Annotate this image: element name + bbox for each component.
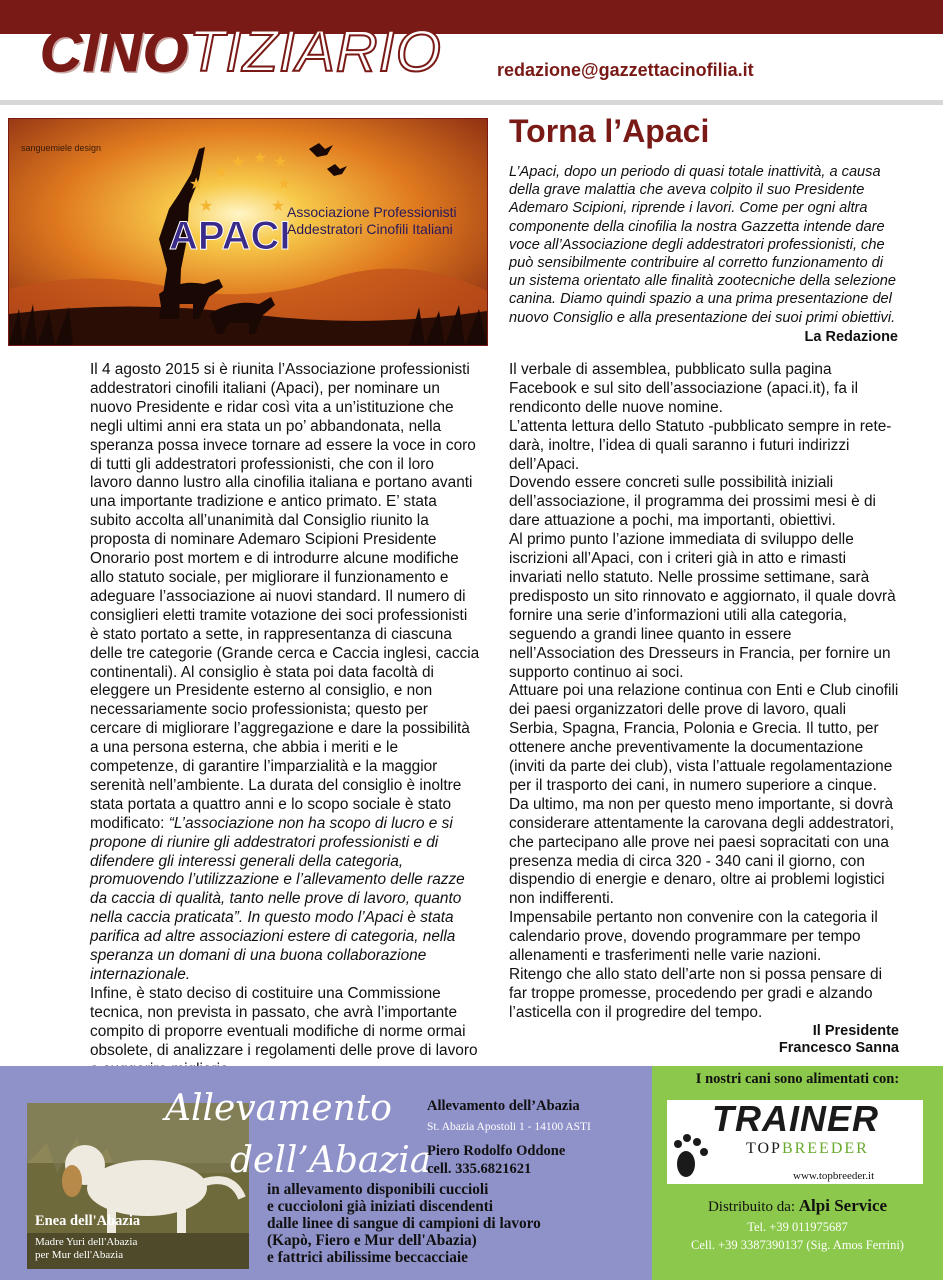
- kennel-brand-line1: Allevamento: [165, 1088, 392, 1129]
- offer-line: dalle linee di sangue di campioni di lavoro: [267, 1215, 541, 1232]
- trainer-website-link[interactable]: www.topbreeder.it: [793, 1170, 875, 1182]
- apaci-hero-image: [8, 118, 488, 346]
- svg-text:★: ★: [214, 162, 229, 181]
- paw-print-icon: [672, 1132, 712, 1180]
- hero-caption-line1: Associazione Professionisti: [287, 204, 457, 220]
- topbreeder-breeder: BREEDER: [781, 1140, 869, 1157]
- signature-name: Francesco Sanna: [778, 1040, 899, 1057]
- kennel-name: Allevamento dell’Abazia: [427, 1098, 580, 1114]
- distributor: [652, 1196, 943, 1216]
- svg-text:★: ★: [273, 152, 288, 171]
- paragraph: Da ultimo, ma non per questo meno importante, si dovrà considerare attentamente la carovana degli addestratori, che partecipano alle prove nei paesi sopracitati con una presenza media di circa 320 - 340 cani il giorno, con dispendio di energie e denaro, oltre ai problemi logistici non indifferenti.: [509, 795, 894, 908]
- offer-line: (Kapò, Fiero e Mur dell'Abazia): [267, 1232, 477, 1249]
- paragraph: Al primo punto l’azione immediata di sviluppo delle iscrizioni all’Apaci, con i criteri già in atto e rimasti invariati nello statuto. Nelle prossime settimane, sarà predisposto un sito rinnovato e aggiornato, il quale dovrà fornire una serie d’informazioni utili alla categoria, seguendo a grandi linee quanto in essere nell’Association des Dresseurs in Francia, per fornire un supporto continuo ai soci.: [509, 531, 896, 681]
- svg-text:★: ★: [271, 196, 286, 215]
- trainer-logo: TRAINER: [712, 1098, 879, 1139]
- kennel-phone: cell. 335.6821621: [427, 1161, 532, 1177]
- topbreeder-top: TOP: [746, 1140, 782, 1157]
- offer-line: in allevamento disponibili cuccioli: [267, 1181, 489, 1198]
- paragraph: Impensabile pertanto non convenire con la categoria il calendario prove, dovendo programmare per tempo allenamenti e trasferimenti nelle varie nazioni.: [509, 909, 878, 965]
- kennel-brand-line2: dell’Abazia: [230, 1140, 432, 1181]
- masthead-rest: TIZIARIO: [189, 19, 442, 84]
- offer-line: e fattrici abilissime beccacciaie: [267, 1249, 468, 1266]
- paragraph: Dovendo essere concreti sulle possibilità iniziali dell’associazione, il programma dei prossimi mesi è di dare attuazione a pochi, ma importanti, obiettivi.: [509, 474, 876, 530]
- masthead-bold: CINO: [40, 19, 189, 84]
- paragraph: Attuare poi una relazione continua con Enti e Club cinofili dei paesi organizzatori delle prove di lavoro, quali Serbia, Spagna, Francia, Polonia e Grecia. Il tutto, per ottenere anche preventivamente la documentazione (inviti da parte dei club), vista l’attuale regolamentazione per il trasporto dei cani, in numero superiore a cinque.: [509, 682, 899, 794]
- article-column-left: [90, 361, 480, 1079]
- dog-name: Enea dell'Abazia: [35, 1213, 141, 1229]
- kennel-offer: [267, 1181, 647, 1266]
- article-column-right: [509, 361, 899, 1058]
- distributor-phone: Tel. +39 011975687: [747, 1220, 848, 1234]
- masthead-title: [40, 20, 442, 84]
- offer-line: e cuccioloni già iniziati discendenti: [267, 1198, 494, 1215]
- header-divider: [0, 100, 943, 105]
- intro-signature: La Redazione: [804, 329, 898, 345]
- dog-parent-mother: Madre Yuri dell'Abazia: [35, 1236, 138, 1248]
- kennel-owner: Piero Rodolfo Oddone: [427, 1143, 566, 1159]
- topbreeder-logo: [746, 1140, 869, 1158]
- svg-text:★: ★: [199, 196, 214, 215]
- kennel-address: St. Abazia Apostoli 1 - 14100 ASTI: [427, 1121, 591, 1133]
- svg-text:★: ★: [231, 152, 246, 171]
- trainer-heading: I nostri cani sono alimentati con:: [695, 1071, 900, 1087]
- hero-caption-line2: Addestratori Cinofili Italiani: [287, 221, 453, 237]
- signature-role: Il Presidente: [812, 1022, 899, 1039]
- paragraph-text: Il 4 agosto 2015 si è riunita l’Associazione professionisti addestratori cinofili italiani (Apaci), per nominare un nuovo Presidente e ridar così vita a un’istituzione che negli ultimi anni era stata un po’ abbandonata, nella speranza possa invece tornare ad essere la voce in coro di tutti gli addestratori professionisti, che con il loro lavoro danno lustro alla cinofilia italiana e portano avanti una importante tradizione e antico primato. E’ stata subito accolta all’unanimità dal Consiglio riunito la proposta di nominare Ademaro Scipioni Presidente Onorario post mortem e di introdurre alcune modifiche allo statuto sociale, per migliorare il funzionamento e adeguare l’associazione ai nuovi standard. Il numero di consiglieri eletti tramite votazione dei soci professionisti è stato portato a sette, in rappresentanza di ciascuna delle tre categorie (Grande cerca e Caccia inglesi, caccia continentali). Al consiglio è stata poi data facoltà di eleggere un Presidente esterno al consiglio, e non necessariamente socio professionista; questo per cercare di migliorare l’aggregazione e dare la possibilità a una persona esterna, che abbia i meriti e le competenze, di garantire l’imparzialità e la maggior serenità nell’ambiente. La durata del consiglio è inoltre stata portata a quattro anni e lo scopo sociale è stato modificato:: [90, 361, 480, 832]
- distributor-label: Distribuito da:: [707, 1199, 799, 1215]
- apaci-logo: APACI: [169, 214, 291, 258]
- hero-credit: sanguemiele design: [21, 143, 102, 153]
- editorial-email-link[interactable]: redazione@gazzettacinofilia.it: [497, 60, 754, 80]
- paragraph: Ritengo che allo stato dell’arte non si possa pensare di far troppe promesse, procedendo per gradi e alzando l’asticella con il progredire del tempo.: [509, 966, 883, 1021]
- dog-parent-father: per Mur dell'Abazia: [35, 1249, 124, 1261]
- svg-text:★: ★: [189, 174, 204, 193]
- distributor-name: Alpi Service: [798, 1196, 888, 1215]
- distributor-cell: Cell. +39 3387390137 (Sig. Amos Ferrini): [691, 1238, 904, 1252]
- paragraph: L’attenta lettura dello Statuto -pubblicato sempre in rete- darà, inoltre, l’idea di quali saranno i futuri indirizzi dell’Apaci.: [509, 417, 892, 473]
- paragraph: Il verbale di assemblea, pubblicato sulla pagina Facebook e sul sito dell’associazione (apaci.it), fa il rendiconto delle nuove nomine.: [509, 361, 859, 416]
- article-intro: L’Apaci, dopo un periodo di quasi totale inattività, a causa della grave malattia che aveva colpito il suo Presidente Ademaro Scipioni, riprende i lavori. Come per ogni altra componente della cinofilia la nostra Gazzetta intende dare voce all’Associazione degli addestratori professionisti, che può sensibilmente contribuire al corretto funzionamento di un sistema orientato alle finalità zootecniche della selezione canina. Diamo quindi spazio a una prima presentazione del nuovo Consiglio e alla presentazione dei suoi primi obiettivi.: [509, 164, 896, 326]
- paragraph: Infine, è stato deciso di costituire una Commissione tecnica, non prevista in passato, che avrà l’importante compito di proporre eventuali modifiche di norme ormai obsolete, di analizzare i regolamenti delle prove di lavoro: [90, 984, 478, 1059]
- svg-text:★: ★: [253, 148, 268, 167]
- article-title: Torna l’Apaci: [509, 113, 710, 149]
- svg-text:★: ★: [277, 174, 292, 193]
- statute-quote: “L’associazione non ha scopo di lucro e si propone di riunire gli addestratori professionisti e di difendere gli interessi generali della categoria, promuovendo l’utilizzazione e l’allevamento delle razze da caccia di qualità, tanto nelle prove di lavoro, quanto nella caccia praticata”. In questo modo l’Apaci è stata parifica ad altre associazioni estere di categoria, nella speranza un domani di una buona collaborazione internazionale.: [90, 814, 465, 983]
- paragraph: [90, 361, 480, 985]
